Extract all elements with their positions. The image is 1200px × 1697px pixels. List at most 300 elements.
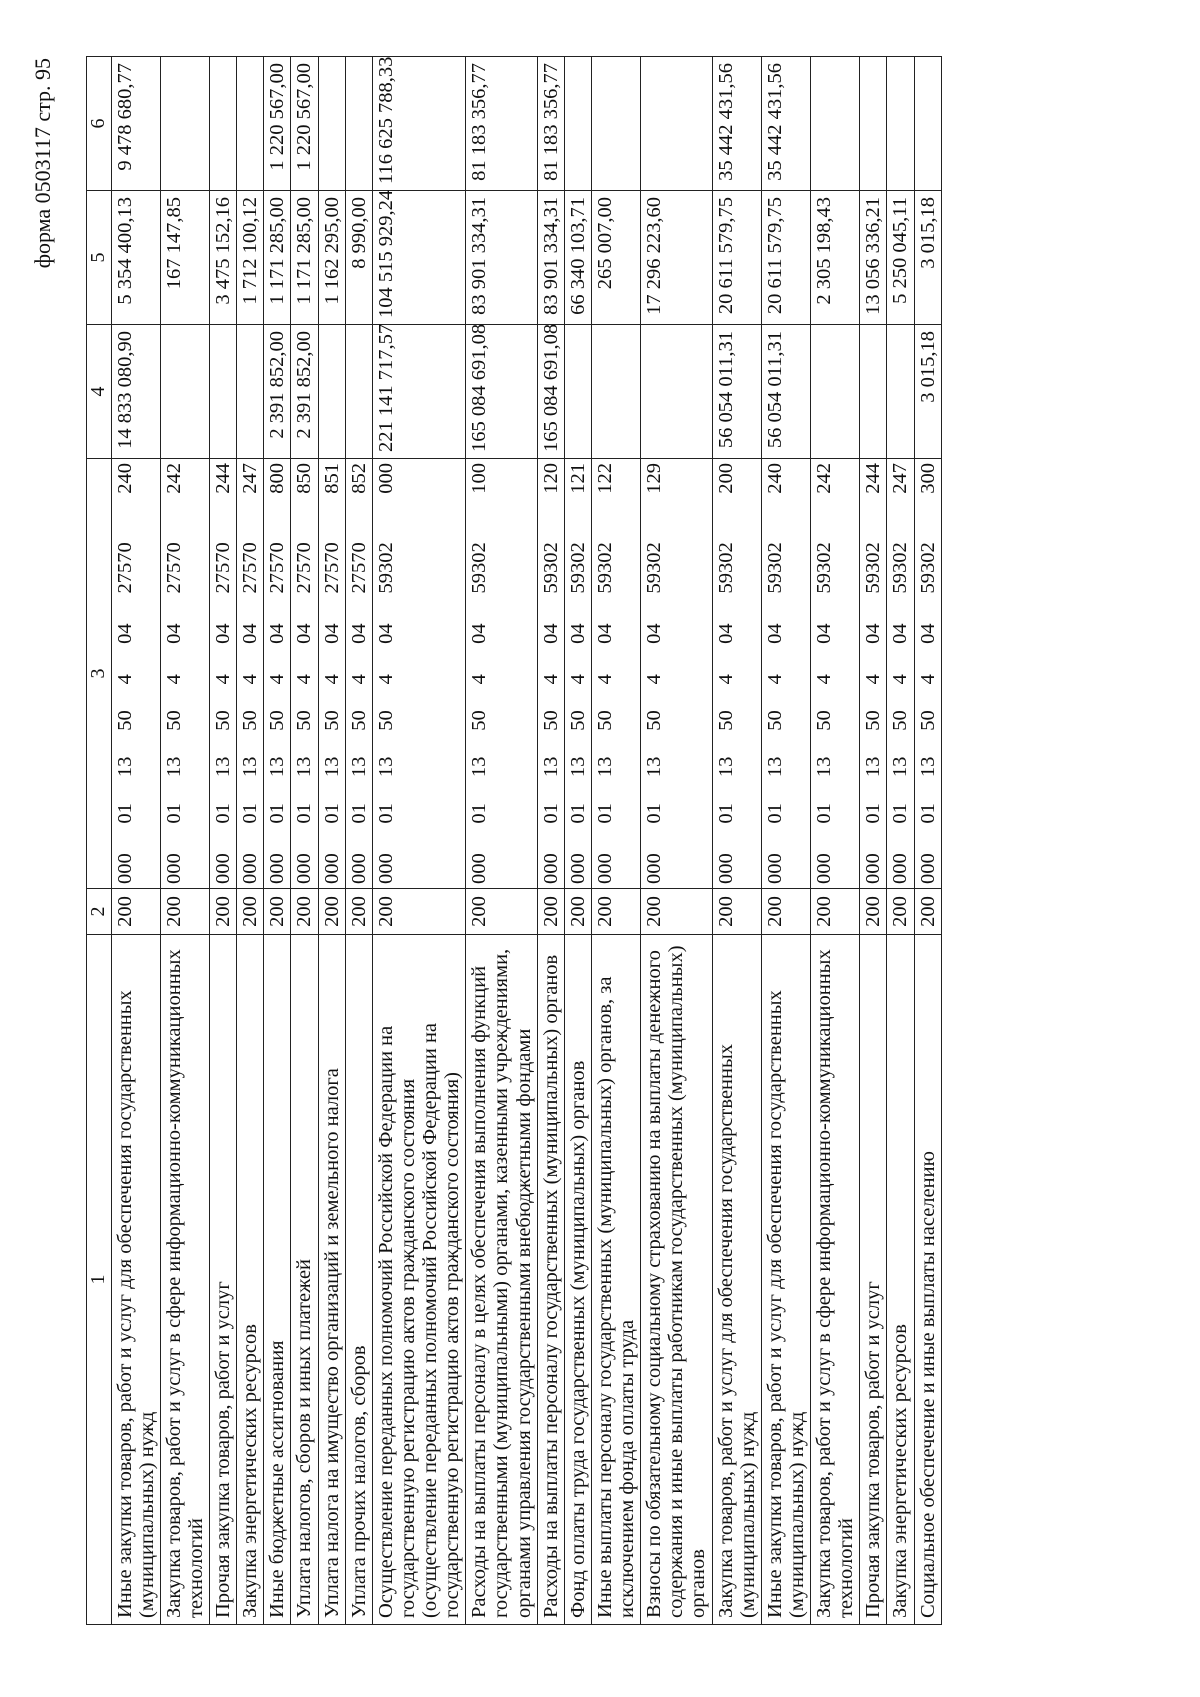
row-amount-col5 bbox=[160, 191, 209, 325]
code-segment: 247 bbox=[889, 463, 912, 494]
code-segment: 01 bbox=[539, 803, 562, 824]
row-classification-code-cell bbox=[591, 459, 640, 889]
row-line-code-cell: 200 bbox=[564, 889, 591, 935]
code-segment: 59302 bbox=[539, 542, 562, 594]
code-segment: 000 bbox=[212, 853, 235, 884]
code-segment: 04 bbox=[162, 623, 185, 644]
code-segment: 59302 bbox=[468, 542, 491, 594]
amount-value: 17 296 223,60 bbox=[643, 197, 666, 315]
code-segment: 59302 bbox=[813, 542, 836, 594]
classification-code bbox=[212, 463, 234, 884]
row-classification-code-cell bbox=[237, 459, 264, 889]
column-header-4: 4 bbox=[87, 325, 112, 459]
code-segment: 50 bbox=[468, 710, 491, 731]
amount-value: 3 015,18 bbox=[916, 197, 939, 269]
row-line-code-cell: 200 bbox=[264, 889, 291, 935]
code-segment: 01 bbox=[862, 803, 885, 824]
code-segment: 4 bbox=[347, 674, 370, 685]
code-segment: 247 bbox=[239, 463, 262, 494]
code-segment: 4 bbox=[763, 674, 786, 685]
code-segment: 000 bbox=[468, 853, 491, 884]
code-segment: 04 bbox=[916, 623, 939, 644]
code-segment: 04 bbox=[239, 623, 262, 644]
classification-code bbox=[594, 463, 616, 884]
row-classification-code-cell bbox=[712, 459, 761, 889]
code-segment: 000 bbox=[266, 853, 289, 884]
row-amount-col5 bbox=[887, 191, 914, 325]
code-segment: 01 bbox=[374, 803, 397, 824]
row-amount-col4 bbox=[372, 325, 466, 459]
row-line-code-cell: 200 bbox=[887, 889, 914, 935]
row-name-cell: Фонд оплаты труда государственных (муниципальных) органов bbox=[564, 935, 591, 1625]
code-segment: 13 bbox=[266, 756, 289, 778]
code-segment: 121 bbox=[566, 463, 589, 494]
table-row bbox=[564, 57, 591, 1625]
row-classification-code-cell bbox=[372, 459, 466, 889]
code-segment: 50 bbox=[714, 710, 737, 731]
row-line-code-cell: 200 bbox=[318, 889, 345, 935]
classification-code bbox=[375, 463, 397, 884]
amount-value: 8 990,00 bbox=[347, 197, 370, 269]
row-line-code-cell: 200 bbox=[811, 889, 860, 935]
classification-code bbox=[540, 463, 562, 884]
row-amount-col4 bbox=[537, 325, 564, 459]
code-segment: 59302 bbox=[916, 542, 939, 594]
code-segment: 244 bbox=[212, 463, 235, 494]
row-line-code-cell: 200 bbox=[537, 889, 564, 935]
code-segment: 27570 bbox=[239, 542, 262, 594]
code-segment: 4 bbox=[374, 674, 397, 685]
amount-value: 13 056 336,21 bbox=[862, 197, 885, 315]
code-segment: 01 bbox=[212, 803, 235, 824]
column-header-5: 5 bbox=[87, 191, 112, 325]
code-segment: 50 bbox=[347, 710, 370, 731]
code-segment: 01 bbox=[239, 803, 262, 824]
code-segment: 27570 bbox=[212, 542, 235, 594]
amount-value: 81 183 356,77 bbox=[468, 63, 491, 181]
code-segment: 59302 bbox=[763, 542, 786, 594]
row-amount-col4 bbox=[860, 325, 887, 459]
code-segment: 04 bbox=[566, 623, 589, 644]
code-segment: 13 bbox=[347, 756, 370, 778]
amount-value: 2 391 852,00 bbox=[293, 331, 316, 439]
code-segment: 13 bbox=[468, 756, 491, 778]
row-amount-col6 bbox=[264, 57, 291, 191]
row-amount-col5 bbox=[372, 191, 466, 325]
code-segment: 200 bbox=[714, 463, 737, 494]
code-segment: 120 bbox=[539, 463, 562, 494]
row-classification-code-cell bbox=[641, 459, 712, 889]
code-segment: 100 bbox=[468, 463, 491, 494]
code-segment: 000 bbox=[566, 853, 589, 884]
row-classification-code-cell bbox=[887, 459, 914, 889]
code-segment: 4 bbox=[916, 674, 939, 685]
row-classification-code-cell bbox=[345, 459, 372, 889]
row-name-cell: Осуществление переданных полномочий Российской Федерации на государственную регистрацию актов гражданского состояния (осуществление переданных полномочий Российской Федерации на государственную регистрацию актов гражданского состояния) bbox=[372, 935, 466, 1625]
row-amount-col5 bbox=[466, 191, 537, 325]
row-classification-code-cell bbox=[564, 459, 591, 889]
code-segment: 13 bbox=[643, 756, 666, 778]
code-segment: 27570 bbox=[162, 542, 185, 594]
code-segment: 4 bbox=[162, 674, 185, 685]
code-segment: 000 bbox=[593, 853, 616, 884]
classification-code bbox=[813, 463, 835, 884]
classification-code bbox=[321, 463, 343, 884]
row-classification-code-cell bbox=[111, 459, 160, 889]
code-segment: 04 bbox=[889, 623, 912, 644]
amount-value: 2 305 198,43 bbox=[813, 197, 836, 305]
row-classification-code-cell bbox=[466, 459, 537, 889]
row-classification-code-cell bbox=[811, 459, 860, 889]
code-segment: 300 bbox=[916, 463, 939, 494]
row-amount-col4 bbox=[345, 325, 372, 459]
code-segment: 50 bbox=[539, 710, 562, 731]
code-segment: 27570 bbox=[347, 542, 370, 594]
code-segment: 50 bbox=[916, 710, 939, 731]
table-row bbox=[811, 57, 860, 1625]
code-segment: 000 bbox=[162, 853, 185, 884]
table-row bbox=[111, 57, 160, 1625]
code-segment: 850 bbox=[293, 463, 316, 494]
row-amount-col5 bbox=[712, 191, 761, 325]
code-segment: 01 bbox=[347, 803, 370, 824]
row-name-cell: Иные закупки товаров, работ и услуг для обеспечения государственных (муниципальных) нужд bbox=[761, 935, 810, 1625]
row-line-code-cell: 200 bbox=[237, 889, 264, 935]
code-segment: 50 bbox=[320, 710, 343, 731]
code-segment: 01 bbox=[593, 803, 616, 824]
code-segment: 000 bbox=[239, 853, 262, 884]
row-amount-col5 bbox=[111, 191, 160, 325]
row-amount-col6 bbox=[914, 57, 941, 191]
row-amount-col5 bbox=[761, 191, 810, 325]
code-segment: 4 bbox=[320, 674, 343, 685]
amount-value: 20 611 579,75 bbox=[763, 197, 786, 315]
row-name-cell: Закупка энергетических ресурсов bbox=[887, 935, 914, 1625]
classification-code bbox=[917, 463, 939, 884]
row-amount-col6 bbox=[466, 57, 537, 191]
row-name-cell: Закупка товаров, работ и услуг в сфере информационно-коммуникационных технологий bbox=[160, 935, 209, 1625]
code-segment: 01 bbox=[468, 803, 491, 824]
row-amount-col6 bbox=[160, 57, 209, 191]
row-line-code-cell: 200 bbox=[345, 889, 372, 935]
code-segment: 13 bbox=[566, 756, 589, 778]
row-name-cell: Прочая закупка товаров, работ и услуг bbox=[210, 935, 237, 1625]
amount-value: 116 625 788,33 bbox=[374, 56, 397, 184]
column-header-1: 1 bbox=[87, 935, 112, 1625]
table-row bbox=[761, 57, 810, 1625]
row-classification-code-cell bbox=[860, 459, 887, 889]
code-segment: 50 bbox=[593, 710, 616, 731]
row-amount-col6 bbox=[291, 57, 318, 191]
code-segment: 240 bbox=[763, 463, 786, 494]
code-segment: 13 bbox=[813, 756, 836, 778]
classification-code bbox=[643, 463, 665, 884]
code-segment: 50 bbox=[113, 710, 136, 731]
code-segment: 01 bbox=[113, 803, 136, 824]
code-segment: 4 bbox=[468, 674, 491, 685]
row-line-code-cell: 200 bbox=[712, 889, 761, 935]
code-segment: 50 bbox=[162, 710, 185, 731]
code-segment: 129 bbox=[643, 463, 666, 494]
code-segment: 59302 bbox=[889, 542, 912, 594]
code-segment: 000 bbox=[374, 463, 397, 494]
row-line-code-cell: 200 bbox=[860, 889, 887, 935]
code-segment: 000 bbox=[374, 853, 397, 884]
code-segment: 04 bbox=[862, 623, 885, 644]
row-name-cell: Уплата налогов, сборов и иных платежей bbox=[291, 935, 318, 1625]
row-amount-col5 bbox=[345, 191, 372, 325]
code-segment: 50 bbox=[293, 710, 316, 731]
code-segment: 4 bbox=[813, 674, 836, 685]
row-line-code-cell: 200 bbox=[641, 889, 712, 935]
row-classification-code-cell bbox=[537, 459, 564, 889]
amount-value: 56 054 011,31 bbox=[763, 331, 786, 449]
code-segment: 000 bbox=[813, 853, 836, 884]
code-segment: 4 bbox=[539, 674, 562, 685]
code-segment: 04 bbox=[266, 623, 289, 644]
code-segment: 000 bbox=[862, 853, 885, 884]
code-segment: 59302 bbox=[566, 542, 589, 594]
amount-value: 1 171 285,00 bbox=[293, 197, 316, 305]
row-name-cell: Иные выплаты персоналу государственных (муниципальных) органов, за исключением фонда оплаты труда bbox=[591, 935, 640, 1625]
classification-code bbox=[114, 463, 136, 884]
row-name-cell: Иные бюджетные ассигнования bbox=[264, 935, 291, 1625]
code-segment: 59302 bbox=[862, 542, 885, 594]
row-amount-col6 bbox=[345, 57, 372, 191]
amount-value: 66 340 103,71 bbox=[566, 197, 589, 315]
row-amount-col6 bbox=[860, 57, 887, 191]
amount-value: 1 712 100,12 bbox=[239, 197, 262, 305]
code-segment: 242 bbox=[162, 463, 185, 494]
row-line-code-cell: 200 bbox=[914, 889, 941, 935]
row-amount-col5 bbox=[318, 191, 345, 325]
code-segment: 4 bbox=[714, 674, 737, 685]
row-amount-col6 bbox=[111, 57, 160, 191]
row-line-code-cell: 200 bbox=[111, 889, 160, 935]
row-classification-code-cell bbox=[914, 459, 941, 889]
code-segment: 4 bbox=[113, 674, 136, 685]
code-segment: 01 bbox=[916, 803, 939, 824]
classification-code bbox=[567, 463, 589, 884]
code-segment: 04 bbox=[539, 623, 562, 644]
code-segment: 04 bbox=[293, 623, 316, 644]
table-row bbox=[537, 57, 564, 1625]
row-classification-code-cell bbox=[210, 459, 237, 889]
row-amount-col6 bbox=[372, 57, 466, 191]
code-segment: 27570 bbox=[293, 542, 316, 594]
code-segment: 13 bbox=[320, 756, 343, 778]
amount-value: 1 220 567,00 bbox=[293, 63, 316, 171]
code-segment: 13 bbox=[539, 756, 562, 778]
classification-code bbox=[163, 463, 185, 884]
code-segment: 4 bbox=[593, 674, 616, 685]
code-segment: 13 bbox=[113, 756, 136, 778]
table-row bbox=[160, 57, 209, 1625]
row-name-cell: Уплата налога на имущество организаций и земельного налога bbox=[318, 935, 345, 1625]
column-header-6: 6 bbox=[87, 57, 112, 191]
code-segment: 4 bbox=[266, 674, 289, 685]
row-amount-col6 bbox=[591, 57, 640, 191]
code-segment: 4 bbox=[212, 674, 235, 685]
row-amount-col4 bbox=[291, 325, 318, 459]
amount-value: 83 901 334,31 bbox=[468, 197, 491, 315]
budget-table bbox=[86, 56, 942, 1625]
code-segment: 50 bbox=[889, 710, 912, 731]
row-amount-col5 bbox=[210, 191, 237, 325]
code-segment: 13 bbox=[162, 756, 185, 778]
code-segment: 50 bbox=[566, 710, 589, 731]
row-amount-col6 bbox=[564, 57, 591, 191]
table-row bbox=[712, 57, 761, 1625]
amount-value: 9 478 680,77 bbox=[113, 63, 136, 171]
row-amount-col4 bbox=[914, 325, 941, 459]
code-segment: 000 bbox=[293, 853, 316, 884]
row-name-cell: Взносы по обязательному социальному страхованию на выплаты денежного содержания и иные выплаты работникам государственных (муниципальных) органов bbox=[641, 935, 712, 1625]
row-amount-col5 bbox=[811, 191, 860, 325]
code-segment: 01 bbox=[813, 803, 836, 824]
row-amount-col4 bbox=[887, 325, 914, 459]
code-segment: 04 bbox=[374, 623, 397, 644]
amount-value: 221 141 717,57 bbox=[374, 323, 397, 452]
row-amount-col6 bbox=[210, 57, 237, 191]
classification-code bbox=[266, 463, 288, 884]
code-segment: 04 bbox=[714, 623, 737, 644]
code-segment: 800 bbox=[266, 463, 289, 494]
code-segment: 13 bbox=[293, 756, 316, 778]
table-row bbox=[237, 57, 264, 1625]
row-amount-col5 bbox=[860, 191, 887, 325]
row-amount-col5 bbox=[291, 191, 318, 325]
amount-value: 5 250 045,11 bbox=[889, 197, 912, 304]
code-segment: 13 bbox=[374, 756, 397, 778]
table-row bbox=[318, 57, 345, 1625]
code-segment: 000 bbox=[320, 853, 343, 884]
table-row bbox=[264, 57, 291, 1625]
row-amount-col4 bbox=[264, 325, 291, 459]
row-amount-col6 bbox=[887, 57, 914, 191]
code-segment: 27570 bbox=[320, 542, 343, 594]
table-row bbox=[372, 57, 466, 1625]
code-segment: 13 bbox=[763, 756, 786, 778]
code-segment: 59302 bbox=[714, 542, 737, 594]
code-segment: 852 bbox=[347, 463, 370, 494]
code-segment: 4 bbox=[889, 674, 912, 685]
classification-code bbox=[764, 463, 786, 884]
code-segment: 13 bbox=[889, 756, 912, 778]
amount-value: 3 015,18 bbox=[916, 331, 939, 403]
row-amount-col4 bbox=[318, 325, 345, 459]
row-line-code-cell: 200 bbox=[761, 889, 810, 935]
code-segment: 240 bbox=[113, 463, 136, 494]
code-segment: 04 bbox=[813, 623, 836, 644]
row-amount-col4 bbox=[591, 325, 640, 459]
code-segment: 000 bbox=[916, 853, 939, 884]
code-segment: 4 bbox=[566, 674, 589, 685]
code-segment: 59302 bbox=[643, 542, 666, 594]
row-line-code-cell: 200 bbox=[372, 889, 466, 935]
row-amount-col6 bbox=[761, 57, 810, 191]
code-segment: 4 bbox=[239, 674, 262, 685]
row-amount-col6 bbox=[641, 57, 712, 191]
code-segment: 50 bbox=[239, 710, 262, 731]
classification-code bbox=[293, 463, 315, 884]
code-segment: 04 bbox=[468, 623, 491, 644]
column-number-header bbox=[87, 57, 112, 1625]
code-segment: 50 bbox=[643, 710, 666, 731]
form-reference: форма 0503117 стр. 95 bbox=[30, 58, 55, 269]
code-segment: 13 bbox=[239, 756, 262, 778]
amount-value: 35 442 431,56 bbox=[714, 63, 737, 181]
code-segment: 01 bbox=[162, 803, 185, 824]
code-segment: 01 bbox=[763, 803, 786, 824]
code-segment: 4 bbox=[862, 674, 885, 685]
code-segment: 000 bbox=[889, 853, 912, 884]
code-segment: 01 bbox=[320, 803, 343, 824]
amount-value: 167 147,85 bbox=[162, 197, 185, 290]
row-amount-col4 bbox=[564, 325, 591, 459]
table-row bbox=[466, 57, 537, 1625]
code-segment: 04 bbox=[347, 623, 370, 644]
row-amount-col5 bbox=[641, 191, 712, 325]
row-name-cell: Иные закупки товаров, работ и услуг для обеспечения государственных (муниципальных) нужд bbox=[111, 935, 160, 1625]
row-amount-col4 bbox=[160, 325, 209, 459]
row-name-cell: Расходы на выплаты персоналу в целях обеспечения выполнения функций государственными (муниципальными) органами, казенными учреждениями, органами управления государственными внебюджетными фондами bbox=[466, 935, 537, 1625]
row-line-code-cell: 200 bbox=[291, 889, 318, 935]
code-segment: 000 bbox=[763, 853, 786, 884]
code-segment: 13 bbox=[862, 756, 885, 778]
code-segment: 242 bbox=[813, 463, 836, 494]
row-amount-col6 bbox=[537, 57, 564, 191]
row-name-cell: Расходы на выплаты персоналу государственных (муниципальных) органов bbox=[537, 935, 564, 1625]
amount-value: 14 833 080,90 bbox=[113, 331, 136, 449]
code-segment: 01 bbox=[293, 803, 316, 824]
code-segment: 000 bbox=[539, 853, 562, 884]
column-header-2: 2 bbox=[87, 889, 112, 935]
row-classification-code-cell bbox=[761, 459, 810, 889]
code-segment: 13 bbox=[916, 756, 939, 778]
row-amount-col5 bbox=[914, 191, 941, 325]
code-segment: 000 bbox=[113, 853, 136, 884]
code-segment: 50 bbox=[374, 710, 397, 731]
row-line-code-cell: 200 bbox=[466, 889, 537, 935]
row-amount-col6 bbox=[811, 57, 860, 191]
amount-value: 165 084 691,08 bbox=[539, 323, 562, 452]
table-row bbox=[641, 57, 712, 1625]
row-amount-col4 bbox=[641, 325, 712, 459]
row-amount-col4 bbox=[712, 325, 761, 459]
classification-code bbox=[715, 463, 737, 884]
code-segment: 000 bbox=[714, 853, 737, 884]
row-line-code-cell: 200 bbox=[210, 889, 237, 935]
code-segment: 27570 bbox=[113, 542, 136, 594]
amount-value: 3 475 152,16 bbox=[212, 197, 235, 305]
code-segment: 04 bbox=[643, 623, 666, 644]
amount-value: 83 901 334,31 bbox=[539, 197, 562, 315]
row-line-code-cell: 200 bbox=[591, 889, 640, 935]
row-amount-col5 bbox=[264, 191, 291, 325]
row-classification-code-cell bbox=[291, 459, 318, 889]
code-segment: 50 bbox=[266, 710, 289, 731]
classification-code bbox=[348, 463, 370, 884]
classification-code bbox=[862, 463, 884, 884]
row-amount-col6 bbox=[712, 57, 761, 191]
table-row bbox=[591, 57, 640, 1625]
code-segment: 851 bbox=[320, 463, 343, 494]
row-classification-code-cell bbox=[264, 459, 291, 889]
code-segment: 04 bbox=[212, 623, 235, 644]
row-classification-code-cell bbox=[318, 459, 345, 889]
row-amount-col6 bbox=[318, 57, 345, 191]
